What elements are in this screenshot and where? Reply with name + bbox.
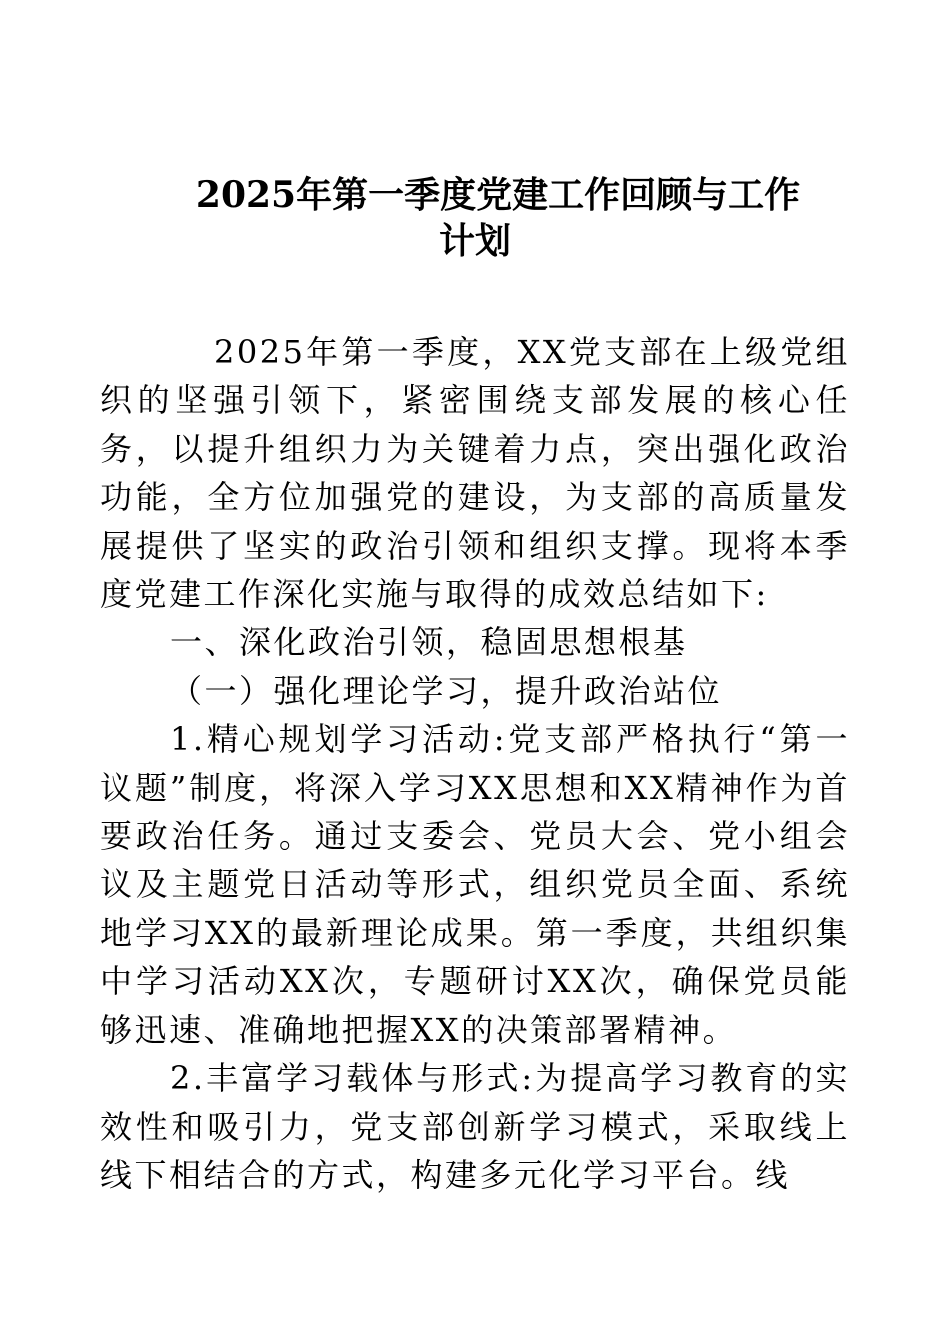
subsection-heading-1: （一）强化理论学习，提升政治站位 <box>170 671 723 710</box>
title-line-2: 计划 <box>438 220 511 262</box>
item-paragraph-2: 2.丰富学习载体与形式:为提高学习教育的实效性和吸引力，党支部创新学习模式，采取线上线下相结合的方式，构建多元化学习平台。线 <box>100 1059 850 1194</box>
item-paragraph-1: 1.精心规划学习活动:党支部严格执行“第一议题”制度，将深入学习XX思想和XX精神作为首要政治任务。通过支委会、党员大会、党小组会议及主题党日活动等形式，组织党员全面、系统地学习XX的最新理论成果。第一季度，共组织集中学习活动XX次，专题研讨XX次，确保党员能够迅速、准确地把握XX的决策部署精神。 <box>100 720 850 1049</box>
document-body <box>100 328 850 1199</box>
document-title <box>100 172 850 264</box>
title-line-1: 2025年第一季度党建工作回顾与工作 <box>195 174 801 216</box>
section-heading-1: 一、深化政治引领，稳固思想根基 <box>170 623 688 662</box>
intro-paragraph: 2025年第一季度，XX党支部在上级党组织的坚强引领下，紧密围绕支部发展的核心任务，以提升组织力为关键着力点，突出强化政治功能，全方位加强党的建设，为支部的高质量发展提供了坚实的政治引领和组织支撑。现将本季度党建工作深化实施与取得的成效总结如下: <box>100 333 850 614</box>
